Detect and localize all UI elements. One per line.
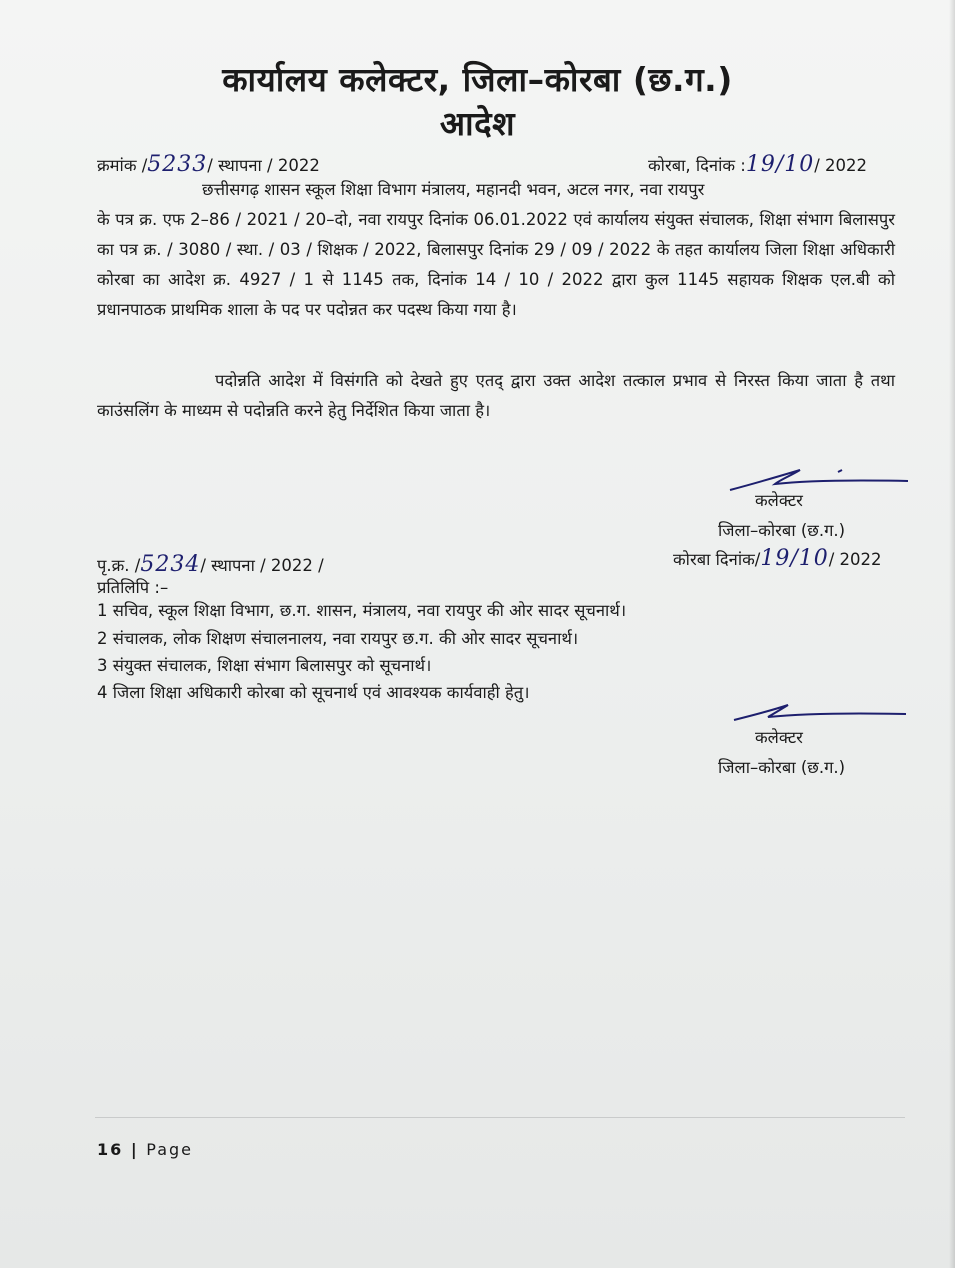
signature-2-scribble (728, 700, 913, 728)
order-date-suffix: / 2022 (814, 156, 868, 175)
signature-1-date-hand: 19/10 (760, 546, 829, 571)
signature-2-designation: कलेक्टर (755, 728, 803, 747)
order-title: आदेश (439, 104, 516, 143)
page-separator: | (130, 1140, 139, 1159)
signature-1-date-prefix: कोरबा दिनांक/ (673, 550, 761, 569)
copy-heading: प्रतिलिपि :– (97, 578, 169, 597)
order-date-prefix: कोरबा, दिनांक : (648, 156, 746, 175)
page-number: 16 (97, 1140, 124, 1159)
footer-rule (95, 1117, 905, 1118)
order-ref-number: 5233 (147, 152, 208, 177)
copy-ref-prefix: पृ.क्र. / (97, 556, 141, 575)
signature-1-district: जिला–कोरबा (छ.ग.) (718, 521, 846, 540)
signature-1-date-suffix: / 2022 (828, 550, 882, 569)
copy-ref-number: 5234 (140, 552, 201, 577)
copy-ref-suffix: / स्थापना / 2022 / (200, 556, 324, 575)
order-ref-suffix: / स्थापना / 2022 (207, 156, 320, 175)
order-paragraph-2: पदोन्नति आदेश में विसंगति को देखते हुए एतद् द्वारा उक्त आदेश तत्काल प्रभाव से निरस्त किया जाता है तथा काउंसलिंग के माध्यम से पदोन्नति करने हेतु निर्देशित किया जाता है। (97, 371, 895, 420)
paragraph-1-body: के पत्र क्र. एफ 2–86 / 2021 / 20–दो, नवा रायपुर दिनांक 06.01.2022 एवं कार्यालय संयुक्त संचालक, शिक्षा संभाग बिलासपुर का पत्र क्र. / 3080 / स्था. / 03 / शिक्षक / 2022, बिलासपुर दिनांक 29 / 09 / 2022 के तहत कार्यालय जिला शिक्षा अधिकारी कोरबा का आदेश क्र. 4927 / 1 से 1145 तक, दिनांक 14 / 10 / 2022 द्वारा कुल 1145 सहायक शिक्षक एल.बी को प्रधानपाठक प्राथमिक शाला के पद पर पदोन्नत कर पदस्थ किया गया है। (97, 210, 895, 319)
page-label: Page (146, 1140, 193, 1159)
copy-item-3: 3 संयुक्त संचालक, शिक्षा संभाग बिलासपुर को सूचनार्थ। (97, 656, 432, 675)
office-heading: कार्यालय कलेक्टर, जिला–कोरबा (छ.ग.) (222, 60, 733, 99)
copy-item-1: 1 सचिव, स्कूल शिक्षा विभाग, छ.ग. शासन, मंत्रालय, नवा रायपुर की ओर सादर सूचनार्थ। (97, 601, 627, 620)
copy-item-4: 4 जिला शिक्षा अधिकारी कोरबा को सूचनार्थ एवं आवश्यक कार्यवाही हेतु। (97, 683, 530, 702)
order-date-hand: 19/10 (745, 152, 815, 177)
signature-1-date (673, 546, 882, 573)
signature-2-district: जिला–कोरबा (छ.ग.) (718, 758, 846, 777)
page-footer (97, 1140, 193, 1159)
copy-item-2: 2 संचालक, लोक शिक्षण संचालनालय, नवा रायपुर छ.ग. की ओर सादर सूचनार्थ। (97, 629, 579, 648)
page-edge-shadow (949, 0, 955, 1268)
signature-1-designation: कलेक्टर (755, 491, 803, 510)
paragraph-1-first-line: छत्तीसगढ़ शासन स्कूल शिक्षा विभाग मंत्रालय, महानदी भवन, अटल नगर, नवा रायपुर (202, 180, 705, 199)
order-ref-prefix: क्रमांक / (97, 156, 148, 175)
order-paragraph-1 (97, 175, 895, 325)
signature-1-scribble (720, 462, 915, 496)
